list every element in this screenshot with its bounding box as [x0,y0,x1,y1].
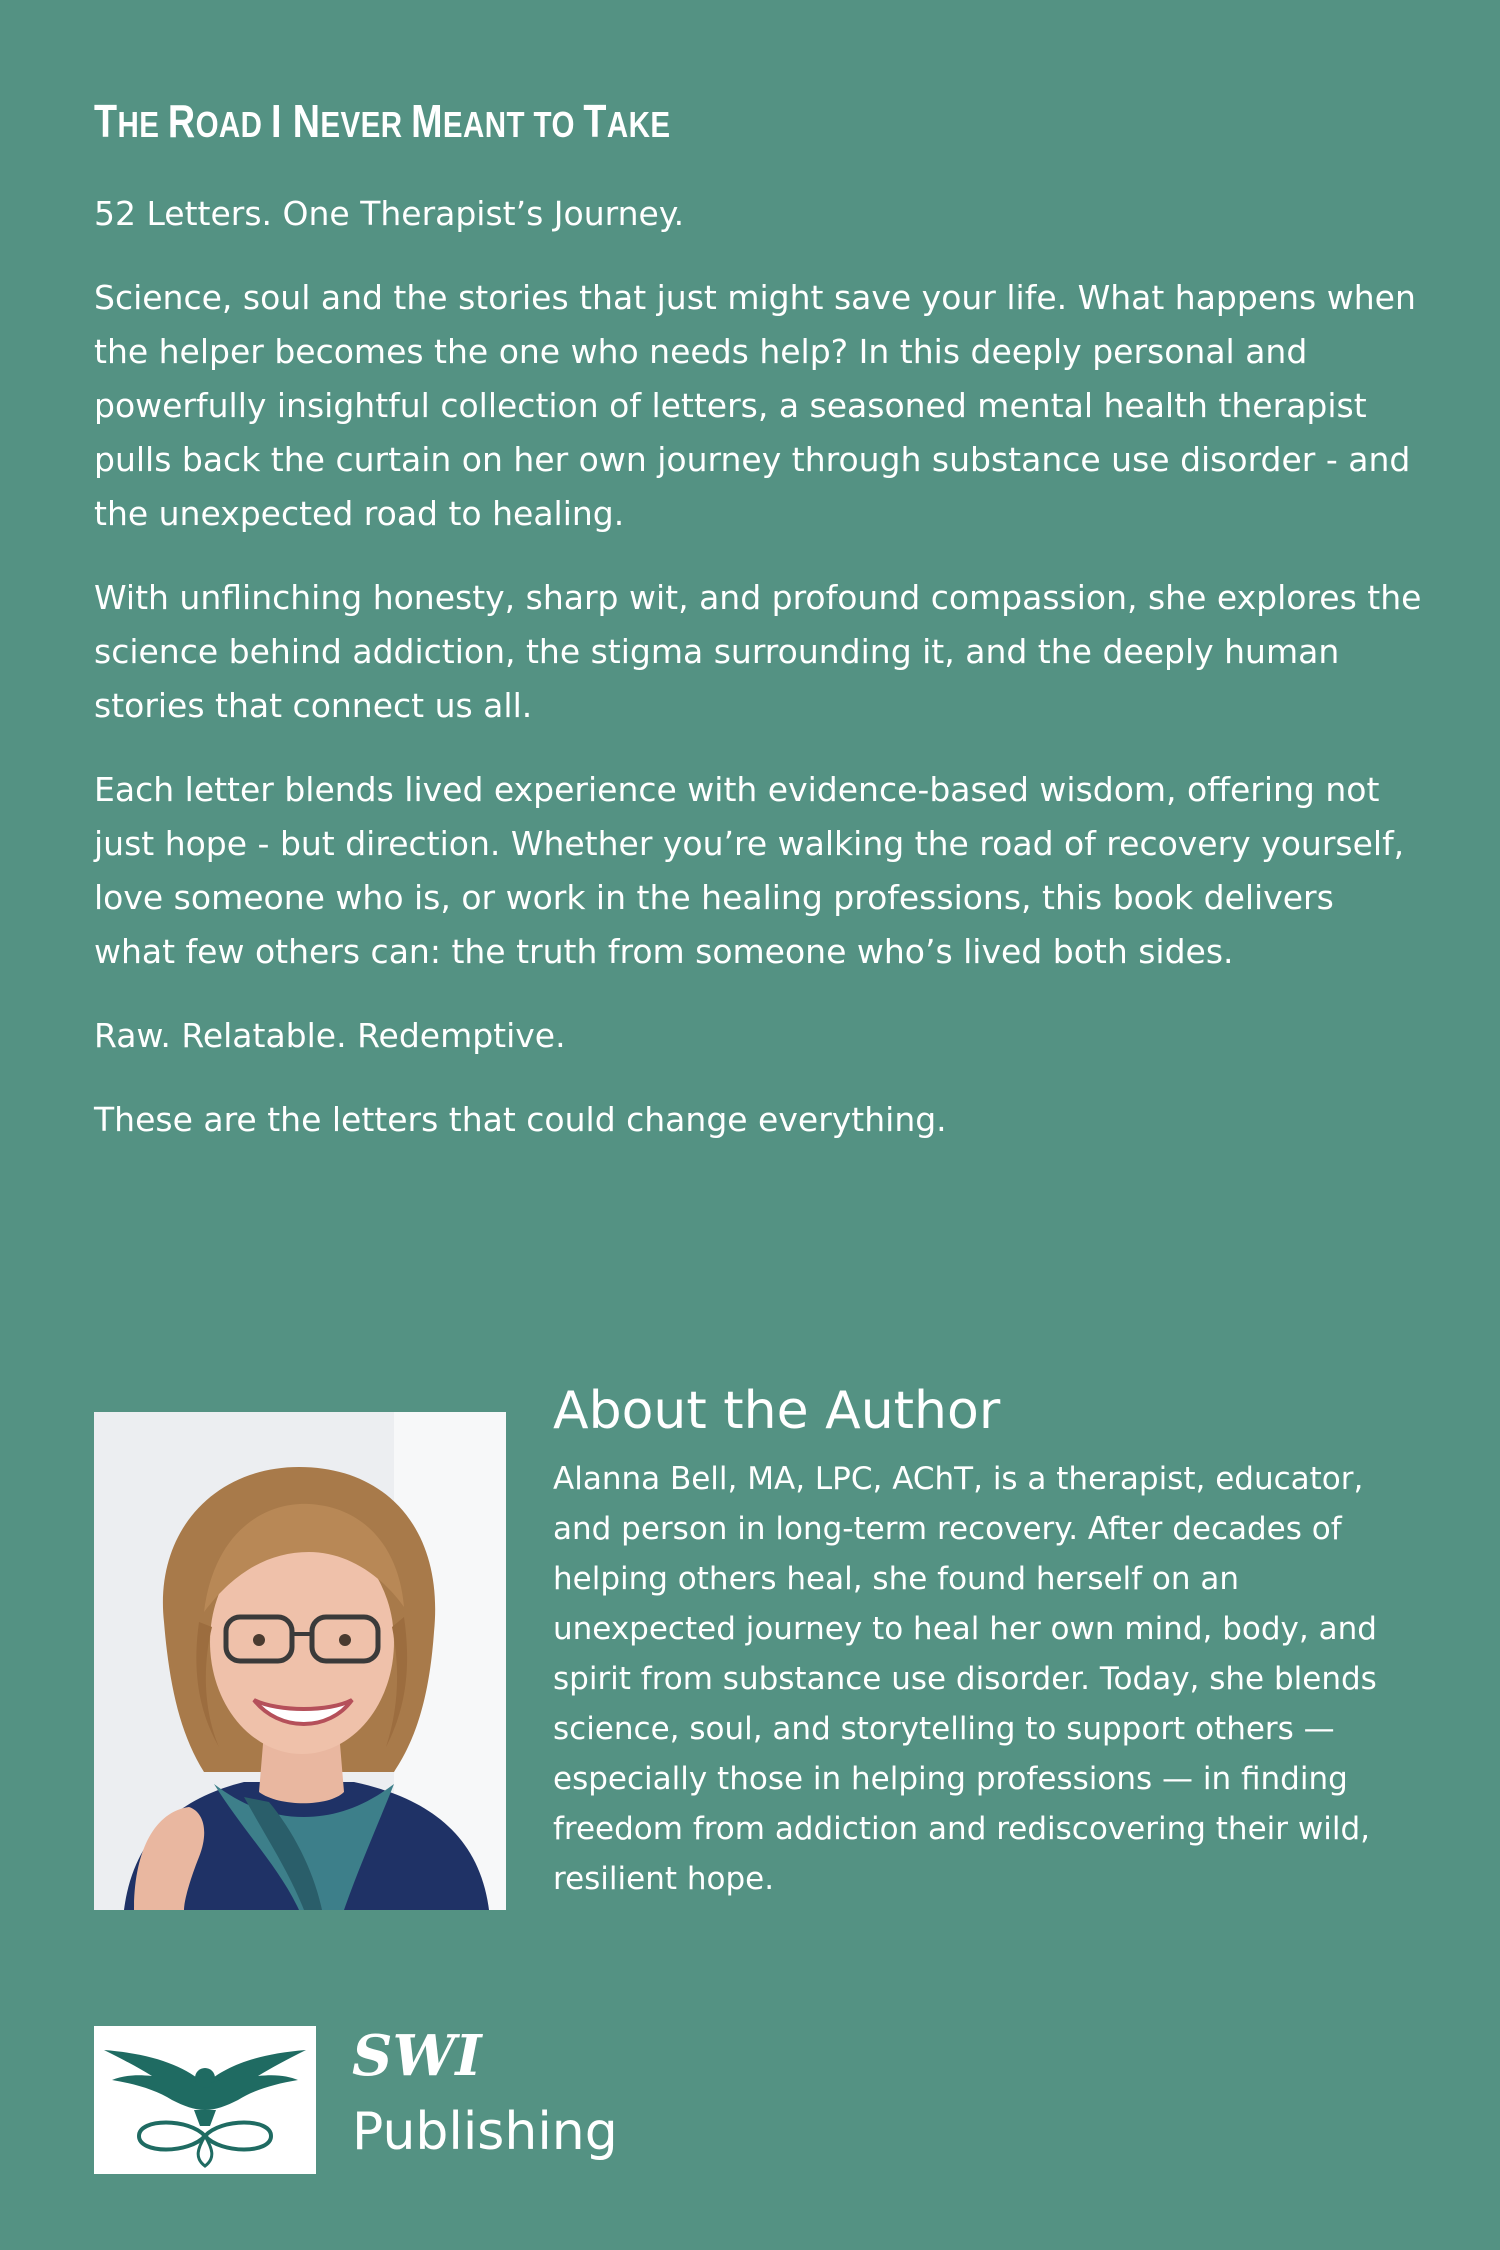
about-heading: About the Author [553,1381,1001,1441]
description-paragraph: Each letter blends lived experience with evidence-based wisdom, offering not just hope - but direction. Whether you’re walking the road of recovery yourself, love someone who is, or work in the healing professions, this book delivers what few others can: the truth from someone who’s lived both sides. [94,769,1405,971]
book-tagline: 52 Letters. One Therapist’s Journey. [94,193,685,233]
author-bio: Alanna Bell, MA, LPC, AChT, is a therapist, educator, and person in long-term recovery. After decades of helping others heal, she found herself on an unexpected journey to heal her own mind, body, and spirit from substance use disorder. Today, she blends science, soul, and storytelling to support others — especially those in helping professions — in finding freedom from addiction and rediscovering their wild, resilient hope. [553,1461,1377,1897]
author-portrait-icon [94,1412,506,1910]
publisher-subtitle: Publishing [352,2102,618,2162]
description-paragraph: Science, soul and the stories that just might save your life. What happens when the helper becomes the one who needs help? In this deeply personal and powerfully insightful collection of letters, a seasoned mental health therapist pulls back the curtain on her own journey through substance use disorder - and the unexpected road to healing. [94,277,1416,533]
book-blurb [94,96,1424,1177]
about-author-section [553,1380,1423,1904]
author-photo [94,1412,506,1910]
eagle-infinity-icon [94,2026,316,2174]
publisher-name: SWI [352,2023,482,2089]
description-paragraph: With unflinching honesty, sharp wit, and profound compassion, she explores the science behind addiction, the stigma surrounding it, and the deeply human stories that connect us all. [94,577,1422,725]
description-paragraph: These are the letters that could change everything. [94,1099,947,1139]
description-paragraph: Raw. Relatable. Redemptive. [94,1015,566,1055]
book-title: THE ROAD I NEVER MEANT TO TAKE [94,95,671,147]
publisher-logo [94,2026,316,2174]
publisher-wordmark [352,2024,618,2168]
